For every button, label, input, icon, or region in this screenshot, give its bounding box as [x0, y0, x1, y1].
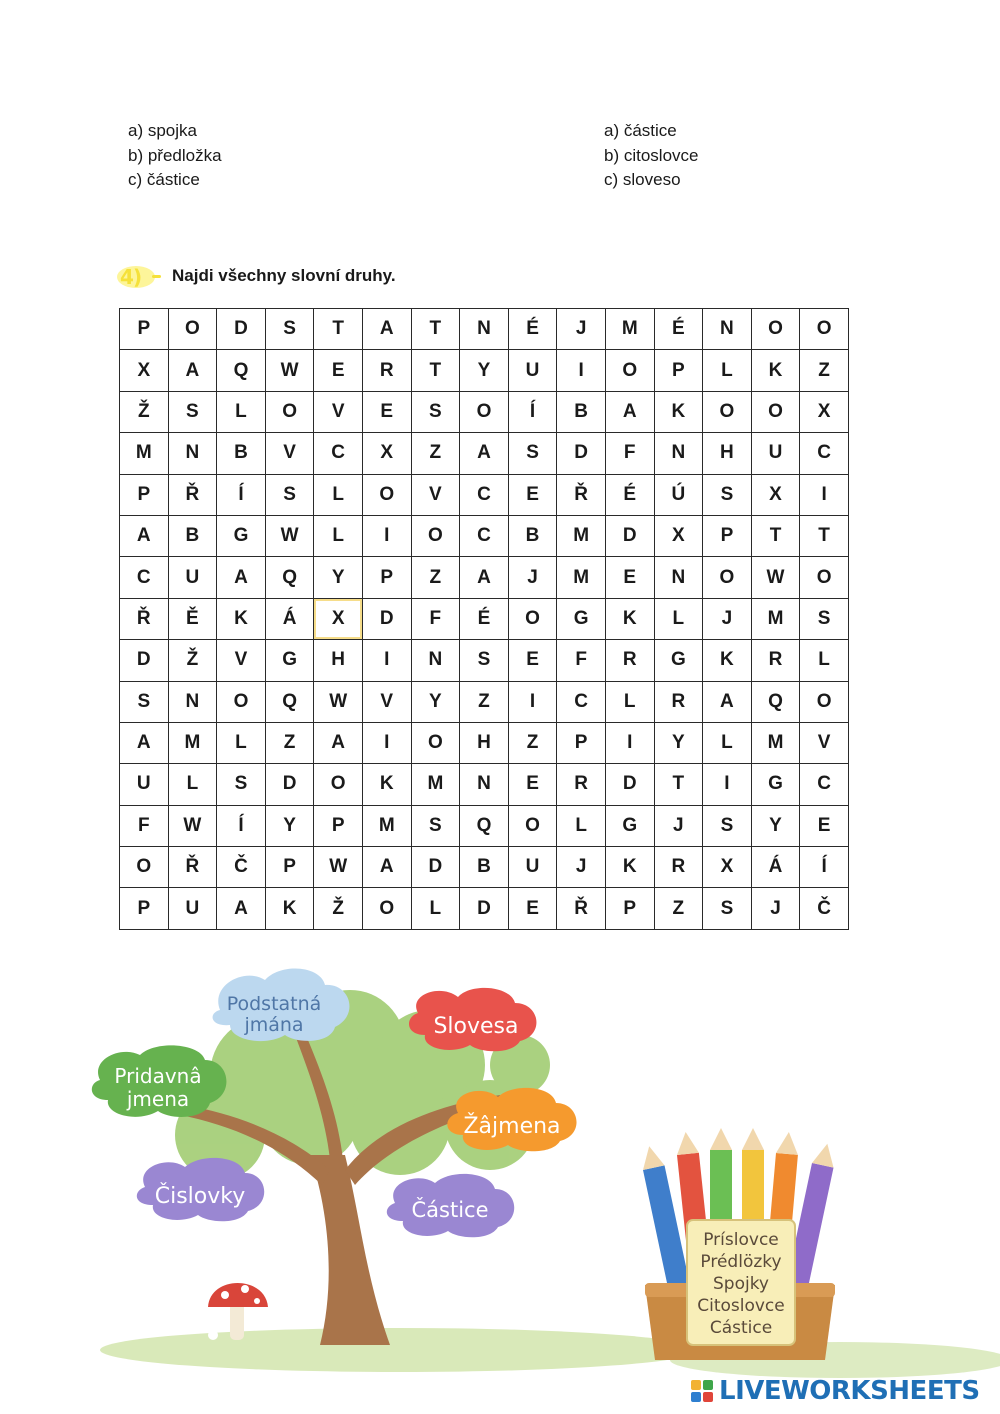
grid-row: [120, 557, 849, 598]
grid-cell[interactable]: L: [217, 391, 266, 432]
svg-text:Spojky: Spojky: [712, 1274, 770, 1294]
grid-cell[interactable]: E: [508, 764, 557, 805]
grid-cell[interactable]: R: [362, 350, 411, 391]
grid-cell[interactable]: Á: [751, 847, 800, 888]
grid-cell[interactable]: F: [605, 433, 654, 474]
grid-cell[interactable]: J: [557, 309, 606, 350]
grid-cell[interactable]: D: [605, 764, 654, 805]
grid-cell[interactable]: O: [265, 391, 314, 432]
grid-cell[interactable]: L: [314, 474, 363, 515]
grid-cell[interactable]: J: [703, 598, 752, 639]
grid-cell[interactable]: M: [168, 722, 217, 763]
grid-cell[interactable]: Y: [751, 805, 800, 846]
grid-cell[interactable]: T: [314, 309, 363, 350]
grid-cell[interactable]: S: [120, 681, 169, 722]
grid-cell[interactable]: N: [168, 433, 217, 474]
grid-row: [120, 391, 849, 432]
grid-cell[interactable]: S: [460, 640, 509, 681]
grid-cell[interactable]: D: [411, 847, 460, 888]
grid-cell[interactable]: D: [362, 598, 411, 639]
grid-cell[interactable]: G: [751, 764, 800, 805]
grid-cell[interactable]: K: [751, 350, 800, 391]
grid-cell[interactable]: Ř: [120, 598, 169, 639]
grid-cell[interactable]: Y: [265, 805, 314, 846]
grid-cell[interactable]: N: [654, 433, 703, 474]
svg-text:Žâjmena: Žâjmena: [463, 1114, 561, 1139]
pencil-cup: [638, 1128, 838, 1360]
task-number-badge: [116, 262, 164, 292]
grid-cell[interactable]: S: [508, 433, 557, 474]
cloud-slovesa: [409, 988, 536, 1051]
grid-cell[interactable]: R: [654, 847, 703, 888]
grid-cell[interactable]: Ž: [120, 391, 169, 432]
grid-cell[interactable]: O: [800, 557, 849, 598]
liveworksheets-logo[interactable]: [691, 1376, 980, 1406]
grid-cell[interactable]: M: [751, 598, 800, 639]
grid-cell[interactable]: X: [120, 350, 169, 391]
option-c-right: c) sloveso: [604, 170, 681, 189]
grid-cell[interactable]: N: [654, 557, 703, 598]
grid-cell[interactable]: Y: [460, 350, 509, 391]
grid-row: [120, 805, 849, 846]
grid-cell[interactable]: M: [557, 557, 606, 598]
grid-cell[interactable]: E: [508, 474, 557, 515]
grid-cell[interactable]: C: [460, 515, 509, 556]
grid-cell[interactable]: O: [168, 309, 217, 350]
grid-cell[interactable]: O: [800, 681, 849, 722]
grid-cell[interactable]: I: [703, 764, 752, 805]
grid-cell[interactable]: K: [703, 640, 752, 681]
svg-text:jmena: jmena: [126, 1087, 190, 1111]
grid-cell[interactable]: J: [751, 888, 800, 929]
cloud-castice: [387, 1174, 514, 1237]
grid-cell[interactable]: S: [265, 309, 314, 350]
grid-cell[interactable]: O: [605, 350, 654, 391]
grid-cell[interactable]: Á: [265, 598, 314, 639]
grid-cell[interactable]: Ř: [557, 474, 606, 515]
grid-cell[interactable]: K: [605, 847, 654, 888]
grid-cell[interactable]: K: [654, 391, 703, 432]
cloud-zajmena: [447, 1088, 576, 1151]
grid-cell[interactable]: U: [168, 557, 217, 598]
grid-cell[interactable]: K: [605, 598, 654, 639]
grid-cell[interactable]: X: [654, 515, 703, 556]
grid-cell[interactable]: X: [703, 847, 752, 888]
grid-row: [120, 722, 849, 763]
grid-cell[interactable]: T: [411, 309, 460, 350]
grid-cell[interactable]: K: [362, 764, 411, 805]
svg-text:jmána: jmána: [244, 1014, 304, 1036]
grid-cell[interactable]: Z: [508, 722, 557, 763]
grid-cell[interactable]: S: [703, 474, 752, 515]
grid-cell[interactable]: Ž: [168, 640, 217, 681]
grid-cell[interactable]: T: [800, 515, 849, 556]
grid-cell[interactable]: Č: [217, 847, 266, 888]
grid-cell[interactable]: L: [217, 722, 266, 763]
grid-cell[interactable]: V: [314, 391, 363, 432]
grid-cell[interactable]: P: [120, 474, 169, 515]
grid-cell[interactable]: Í: [800, 847, 849, 888]
grid-cell[interactable]: Í: [217, 474, 266, 515]
grid-cell[interactable]: B: [508, 515, 557, 556]
grid-cell[interactable]: L: [703, 350, 752, 391]
grid-cell[interactable]: G: [265, 640, 314, 681]
svg-text:Príslovce: Príslovce: [703, 1230, 779, 1250]
grid-cell[interactable]: A: [460, 433, 509, 474]
grid-cell[interactable]: C: [120, 557, 169, 598]
grid-cell[interactable]: I: [557, 350, 606, 391]
grid-cell[interactable]: O: [362, 888, 411, 929]
grid-cell[interactable]: P: [120, 888, 169, 929]
grid-cell[interactable]: C: [800, 764, 849, 805]
grid-cell[interactable]: A: [217, 888, 266, 929]
grid-cell[interactable]: S: [168, 391, 217, 432]
word-class-illustration: [60, 955, 1000, 1385]
grid-cell[interactable]: B: [217, 433, 266, 474]
grid-row: [120, 764, 849, 805]
grid-cell[interactable]: E: [508, 640, 557, 681]
svg-text:Citoslovce: Citoslovce: [697, 1296, 785, 1316]
grid-cell[interactable]: Q: [460, 805, 509, 846]
grid-cell[interactable]: S: [703, 805, 752, 846]
options-right: [604, 119, 698, 193]
grid-cell[interactable]: Z: [411, 433, 460, 474]
svg-text:Pridavnâ: Pridavnâ: [114, 1064, 202, 1088]
grid-cell[interactable]: A: [217, 557, 266, 598]
grid-cell[interactable]: I: [800, 474, 849, 515]
grid-cell[interactable]: S: [411, 391, 460, 432]
grid-cell[interactable]: L: [605, 681, 654, 722]
grid-cell[interactable]: A: [120, 515, 169, 556]
grid-cell[interactable]: A: [168, 350, 217, 391]
grid-cell[interactable]: S: [217, 764, 266, 805]
grid-cell[interactable]: Y: [654, 722, 703, 763]
svg-text:Slovesa: Slovesa: [433, 1014, 519, 1039]
svg-text:): ): [133, 265, 143, 289]
grid-cell[interactable]: O: [751, 391, 800, 432]
grid-row: [120, 888, 849, 929]
grid-cell[interactable]: A: [362, 309, 411, 350]
grid-cell[interactable]: Q: [751, 681, 800, 722]
grid-cell[interactable]: U: [120, 764, 169, 805]
grid-cell[interactable]: N: [168, 681, 217, 722]
grid-cell[interactable]: K: [265, 888, 314, 929]
grid-cell[interactable]: Z: [460, 681, 509, 722]
grid-cell[interactable]: P: [605, 888, 654, 929]
grid-cell[interactable]: V: [800, 722, 849, 763]
grid-row: [120, 598, 849, 639]
grid-row: [120, 515, 849, 556]
grid-cell[interactable]: S: [800, 598, 849, 639]
grid-cell[interactable]: L: [800, 640, 849, 681]
grid-cell[interactable]: F: [120, 805, 169, 846]
grid-cell[interactable]: K: [217, 598, 266, 639]
grid-cell[interactable]: Ú: [654, 474, 703, 515]
grid-cell[interactable]: X: [314, 598, 363, 639]
grid-cell[interactable]: Č: [800, 888, 849, 929]
grid-cell[interactable]: D: [557, 433, 606, 474]
grid-cell[interactable]: V: [265, 433, 314, 474]
word-search-grid[interactable]: [119, 308, 849, 930]
grid-cell[interactable]: X: [800, 391, 849, 432]
grid-cell[interactable]: G: [654, 640, 703, 681]
grid-cell[interactable]: S: [265, 474, 314, 515]
grid-cell[interactable]: E: [508, 888, 557, 929]
grid-cell[interactable]: I: [362, 722, 411, 763]
grid-cell[interactable]: S: [411, 805, 460, 846]
grid-cell[interactable]: Ř: [168, 847, 217, 888]
grid-cell[interactable]: C: [800, 433, 849, 474]
grid-cell[interactable]: Q: [265, 681, 314, 722]
grid-cell[interactable]: F: [411, 598, 460, 639]
grid-cell[interactable]: A: [362, 847, 411, 888]
grid-cell[interactable]: W: [751, 557, 800, 598]
grid-cell[interactable]: M: [557, 515, 606, 556]
grid-cell[interactable]: Z: [800, 350, 849, 391]
grid-cell[interactable]: Z: [411, 557, 460, 598]
grid-cell[interactable]: V: [362, 681, 411, 722]
grid-cell[interactable]: G: [605, 805, 654, 846]
grid-cell[interactable]: M: [362, 805, 411, 846]
grid-cell[interactable]: T: [654, 764, 703, 805]
grid-cell[interactable]: A: [314, 722, 363, 763]
grid-cell[interactable]: P: [120, 309, 169, 350]
grid-cell[interactable]: Ž: [314, 888, 363, 929]
grid-cell[interactable]: U: [508, 350, 557, 391]
grid-cell[interactable]: W: [265, 350, 314, 391]
grid-cell[interactable]: Z: [654, 888, 703, 929]
option-a-right: a) částice: [604, 121, 677, 140]
option-a-left: a) spojka: [128, 121, 197, 140]
grid-cell[interactable]: G: [557, 598, 606, 639]
grid-cell[interactable]: B: [168, 515, 217, 556]
grid-cell[interactable]: O: [703, 557, 752, 598]
grid-cell[interactable]: R: [605, 640, 654, 681]
task-title: Najdi všechny slovní druhy.: [172, 266, 396, 285]
grid-cell[interactable]: J: [508, 557, 557, 598]
option-b-left: b) předložka: [128, 145, 222, 165]
grid-cell[interactable]: O: [120, 847, 169, 888]
grid-cell[interactable]: L: [703, 722, 752, 763]
grid-cell[interactable]: L: [654, 598, 703, 639]
grid-cell[interactable]: L: [557, 805, 606, 846]
grid-cell[interactable]: T: [411, 350, 460, 391]
grid-row: [120, 474, 849, 515]
grid-cell[interactable]: O: [460, 391, 509, 432]
grid-cell[interactable]: Y: [411, 681, 460, 722]
grid-cell[interactable]: R: [654, 681, 703, 722]
grid-cell[interactable]: H: [703, 433, 752, 474]
grid-cell[interactable]: G: [217, 515, 266, 556]
grid-cell[interactable]: O: [800, 309, 849, 350]
grid-cell[interactable]: R: [557, 764, 606, 805]
task-number: 4: [120, 265, 134, 289]
grid-cell[interactable]: Q: [265, 557, 314, 598]
grid-cell[interactable]: C: [557, 681, 606, 722]
grid-cell[interactable]: E: [314, 350, 363, 391]
grid-cell[interactable]: O: [508, 598, 557, 639]
grid-cell[interactable]: P: [703, 515, 752, 556]
grid-cell[interactable]: É: [654, 309, 703, 350]
grid-cell[interactable]: W: [265, 515, 314, 556]
grid-cell[interactable]: O: [411, 722, 460, 763]
grid-cell[interactable]: O: [362, 474, 411, 515]
grid-cell[interactable]: N: [460, 309, 509, 350]
grid-cell[interactable]: Y: [314, 557, 363, 598]
grid-cell[interactable]: X: [751, 474, 800, 515]
options-left: [128, 119, 222, 193]
grid-cell[interactable]: P: [314, 805, 363, 846]
grid-cell[interactable]: E: [800, 805, 849, 846]
grid-cell[interactable]: J: [654, 805, 703, 846]
grid-cell[interactable]: D: [605, 515, 654, 556]
svg-text:Cástice: Cástice: [709, 1318, 773, 1338]
grid-cell[interactable]: D: [460, 888, 509, 929]
grid-cell[interactable]: E: [605, 557, 654, 598]
grid-cell[interactable]: O: [217, 681, 266, 722]
grid-cell[interactable]: C: [314, 433, 363, 474]
svg-text:Čislovky: Čislovky: [154, 1184, 246, 1209]
grid-cell[interactable]: P: [265, 847, 314, 888]
grid-cell[interactable]: Í: [508, 391, 557, 432]
grid-cell[interactable]: Í: [217, 805, 266, 846]
grid-cell[interactable]: M: [751, 722, 800, 763]
grid-cell[interactable]: O: [751, 309, 800, 350]
grid-row: [120, 433, 849, 474]
grid-cell[interactable]: A: [460, 557, 509, 598]
grid-cell[interactable]: É: [508, 309, 557, 350]
grid-cell[interactable]: O: [411, 515, 460, 556]
grid-row: [120, 309, 849, 350]
grid-cell[interactable]: L: [168, 764, 217, 805]
svg-text:Podstatná: Podstatná: [226, 993, 322, 1015]
grid-cell[interactable]: W: [314, 847, 363, 888]
grid-cell[interactable]: P: [362, 557, 411, 598]
grid-cell[interactable]: E: [362, 391, 411, 432]
grid-cell[interactable]: J: [557, 847, 606, 888]
grid-cell[interactable]: R: [751, 640, 800, 681]
grid-cell[interactable]: N: [460, 764, 509, 805]
grid-cell[interactable]: L: [411, 888, 460, 929]
grid-cell[interactable]: V: [217, 640, 266, 681]
grid-cell[interactable]: H: [460, 722, 509, 763]
grid-cell[interactable]: É: [605, 474, 654, 515]
grid-cell[interactable]: Z: [265, 722, 314, 763]
liveworksheets-mark-icon: [691, 1380, 713, 1402]
grid-cell[interactable]: A: [120, 722, 169, 763]
grid-cell[interactable]: W: [168, 805, 217, 846]
grid-cell[interactable]: É: [460, 598, 509, 639]
grid-cell[interactable]: P: [654, 350, 703, 391]
cloud-podstatna-jmena: [213, 969, 350, 1042]
option-c-left: c) částice: [128, 170, 200, 189]
grid-cell[interactable]: I: [362, 640, 411, 681]
grid-cell[interactable]: I: [362, 515, 411, 556]
grid-cell[interactable]: P: [557, 722, 606, 763]
grid-cell[interactable]: Ř: [557, 888, 606, 929]
liveworksheets-brand: LIVEWORKSHEETS: [719, 1376, 980, 1406]
grid-cell[interactable]: Ě: [168, 598, 217, 639]
grid-cell[interactable]: U: [508, 847, 557, 888]
grid-cell[interactable]: W: [314, 681, 363, 722]
grid-cell[interactable]: B: [557, 391, 606, 432]
grid-cell[interactable]: N: [703, 309, 752, 350]
cloud-pridavna-jmena: [92, 1045, 227, 1117]
grid-cell[interactable]: T: [751, 515, 800, 556]
grid-cell[interactable]: B: [460, 847, 509, 888]
grid-cell[interactable]: F: [557, 640, 606, 681]
option-b-right: b) citoslovce: [604, 145, 699, 165]
grid-cell[interactable]: I: [508, 681, 557, 722]
grid-cell[interactable]: L: [314, 515, 363, 556]
grid-cell[interactable]: U: [168, 888, 217, 929]
grid-cell[interactable]: I: [605, 722, 654, 763]
grid-cell[interactable]: M: [411, 764, 460, 805]
grid-cell[interactable]: A: [605, 391, 654, 432]
grid-cell[interactable]: O: [508, 805, 557, 846]
grid-cell[interactable]: O: [314, 764, 363, 805]
grid-cell[interactable]: C: [460, 474, 509, 515]
grid-row: [120, 681, 849, 722]
grid-cell[interactable]: O: [703, 391, 752, 432]
grid-cell[interactable]: M: [120, 433, 169, 474]
grid-cell[interactable]: U: [751, 433, 800, 474]
grid-cell[interactable]: Ř: [168, 474, 217, 515]
grid-cell[interactable]: M: [605, 309, 654, 350]
grid-cell[interactable]: S: [703, 888, 752, 929]
grid-cell[interactable]: X: [362, 433, 411, 474]
grid-cell[interactable]: Q: [217, 350, 266, 391]
grid-cell[interactable]: V: [411, 474, 460, 515]
grid-cell[interactable]: N: [411, 640, 460, 681]
grid-row: [120, 847, 849, 888]
grid-cell[interactable]: D: [120, 640, 169, 681]
grid-cell[interactable]: H: [314, 640, 363, 681]
grid-row: [120, 640, 849, 681]
svg-text:Prédlözky: Prédlözky: [700, 1252, 782, 1272]
grid-row: [120, 350, 849, 391]
svg-text:Částice: Částice: [411, 1198, 489, 1222]
grid-cell[interactable]: D: [217, 309, 266, 350]
grid-cell[interactable]: D: [265, 764, 314, 805]
grid-cell[interactable]: A: [703, 681, 752, 722]
